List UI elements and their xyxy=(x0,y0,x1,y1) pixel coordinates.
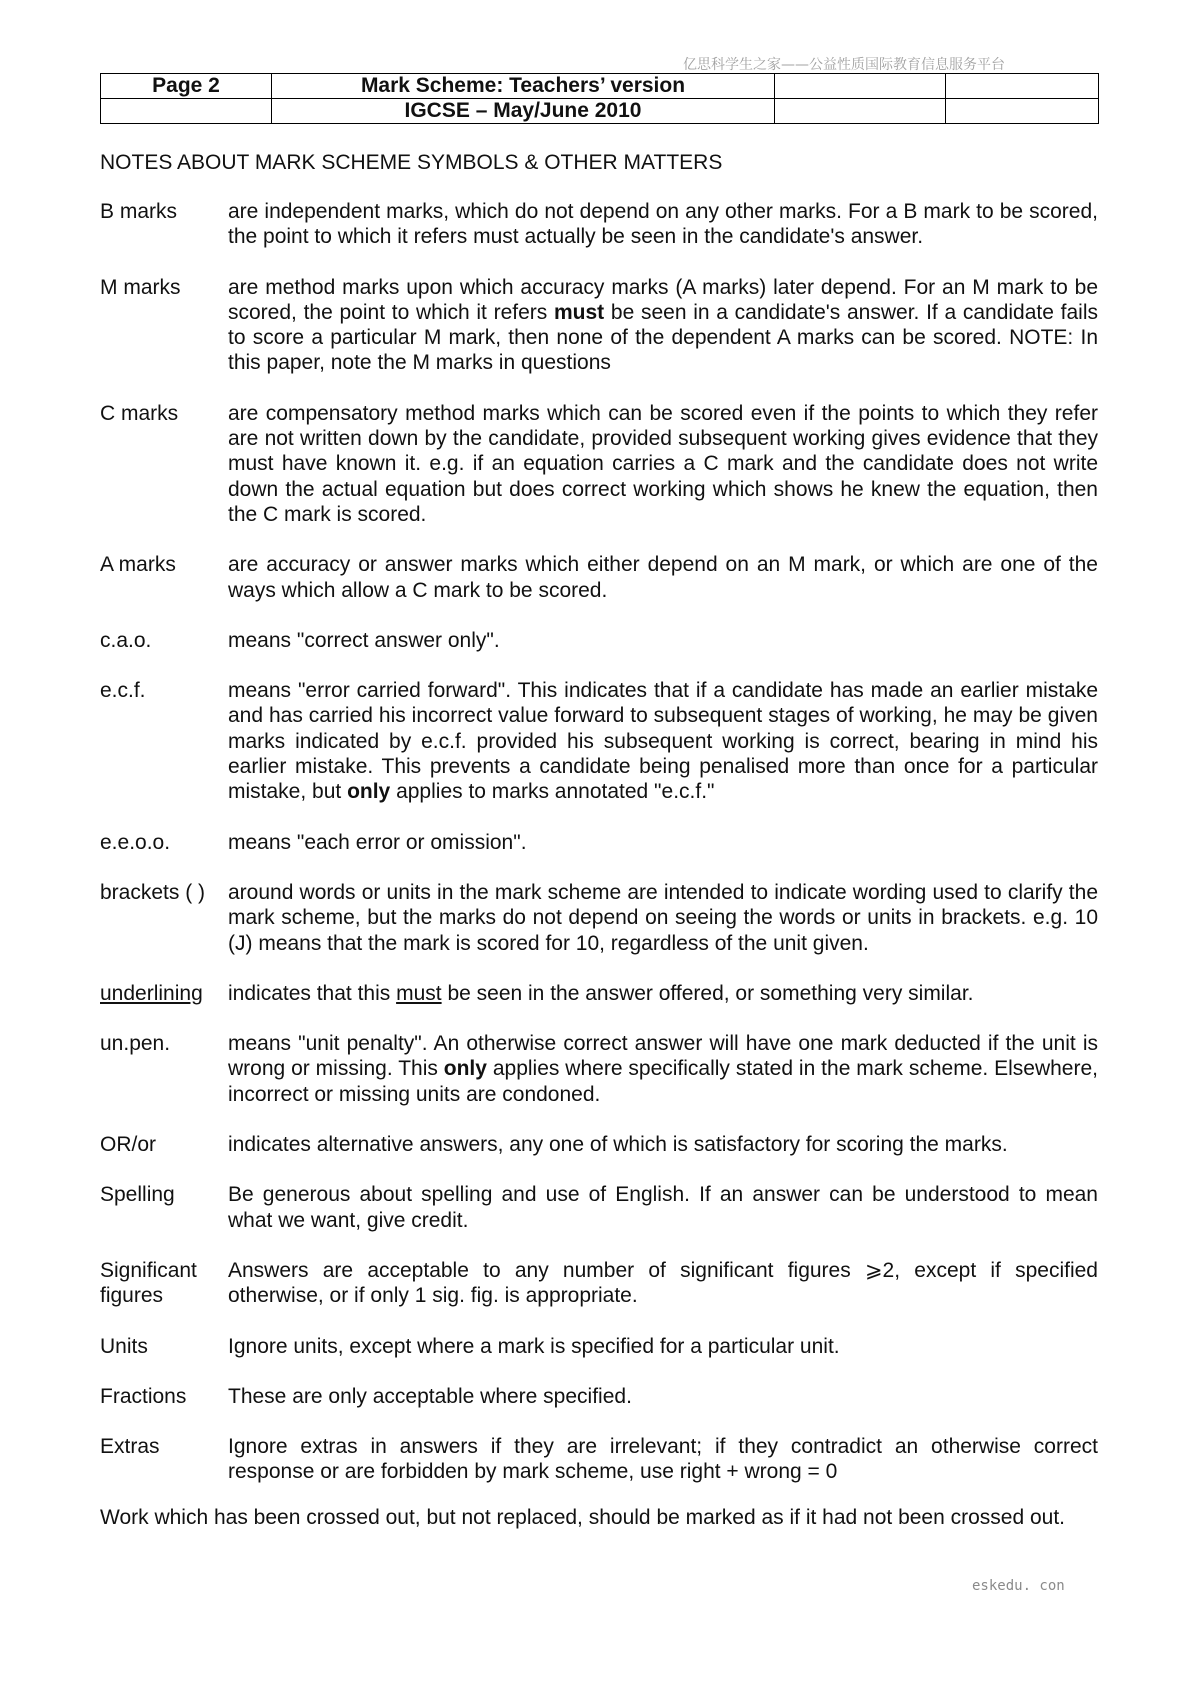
notes-list xyxy=(100,199,1098,1510)
note-underlining xyxy=(100,981,1098,1006)
note-term: A marks xyxy=(100,553,176,577)
note-description: Ignore extras in answers if they are irrelevant; if they contradict an otherwise correct response or are forbidden by mark scheme, use right + wrong = 0 xyxy=(228,1435,1098,1484)
note-fractions xyxy=(100,1384,1098,1409)
header-empty-cell xyxy=(946,99,1099,124)
note-unpen xyxy=(100,1031,1098,1107)
note-extras xyxy=(100,1434,1098,1485)
document-title: Mark Scheme: Teachers’ version xyxy=(272,74,775,99)
note-eeoo xyxy=(100,830,1098,855)
note-description: are compensatory method marks which can be scored even if the points to which they refer are not written down by the candidate, provided subsequent working gives evidence that they must have known it. e.g. if an equation carries a C mark and the candidate does not write down the actual equation but does correct working which shows he knew the equation, then the C mark is scored. xyxy=(228,401,1098,526)
watermark-bottom: eskedu. con xyxy=(972,1578,1065,1594)
page-label: Page 2 xyxy=(101,74,272,99)
note-spelling xyxy=(100,1182,1098,1233)
note-c-marks xyxy=(100,401,1098,527)
watermark-top: 亿思科学生之家——公益性质国际教育信息服务平台 xyxy=(683,57,1005,73)
note-ecf xyxy=(100,678,1098,804)
note-units xyxy=(100,1334,1098,1359)
note-term: Extras xyxy=(100,1435,160,1459)
note-or xyxy=(100,1132,1098,1157)
header-empty-cell xyxy=(946,74,1099,99)
header-table xyxy=(100,73,1099,124)
closing-note: Work which has been crossed out, but not replaced, should be marked as if it had not been crossed out. xyxy=(100,1506,1066,1529)
note-term: B marks xyxy=(100,200,178,223)
note-term: Significant figures xyxy=(100,1258,197,1308)
note-description: are method marks upon which accuracy marks (A marks) later depend. For an M mark to be scored, the point to which it refers must be seen in a candidate's answer. If a candidate fails to score a particular M mark, then none of the dependent A marks can be scored. NOTE: In this paper, note the M marks in questions xyxy=(228,275,1098,375)
note-term: Units xyxy=(100,1334,148,1358)
note-description: Answers are acceptable to any number of significant figures ⩾2, except if specified otherwise, or if only 1 sig. fig. is appropriate. xyxy=(228,1258,1098,1308)
exam-session: IGCSE – May/June 2010 xyxy=(272,99,775,124)
note-significant-figures xyxy=(100,1258,1098,1309)
note-term: Spelling xyxy=(100,1183,175,1207)
note-m-marks xyxy=(100,275,1098,376)
note-b-marks xyxy=(100,199,1098,250)
note-description: are independent marks, which do not depend on any other marks. For a B mark to be scored, the point to which it refers must actually be seen in the candidate's answer. xyxy=(228,200,1098,249)
note-brackets xyxy=(100,880,1098,956)
note-description: indicates that this must be seen in the answer offered, or something very similar. xyxy=(228,981,974,1005)
note-description: means "unit penalty". An otherwise correct answer will have one mark deducted if the unit is wrong or missing. This only applies where specifically stated in the mark scheme. Elsewhere, incorrect or missing units are condoned. xyxy=(228,1032,1098,1106)
header-empty-cell xyxy=(101,99,272,124)
note-description: Ignore units, except where a mark is specified for a particular unit. xyxy=(228,1334,840,1358)
header-empty-cell xyxy=(775,99,946,124)
note-cao xyxy=(100,628,1098,653)
note-description: means "correct answer only". xyxy=(228,628,500,652)
note-term: e.e.o.o. xyxy=(100,830,171,854)
note-term: Fractions xyxy=(100,1384,187,1408)
note-description: indicates alternative answers, any one of which is satisfactory for scoring the marks. xyxy=(228,1133,1008,1157)
note-description: These are only acceptable where specified. xyxy=(228,1384,632,1408)
note-description: around words or units in the mark scheme are intended to indicate wording used to clarify the mark scheme, but the marks do not depend on seeing the words or units in brackets. e.g. 10 (J) means that the mark is scored for 10, regardless of the unit given. xyxy=(228,880,1098,955)
note-term: C marks xyxy=(100,401,179,425)
note-term: un.pen. xyxy=(100,1032,171,1056)
note-description: means "each error or omission". xyxy=(228,830,527,854)
note-a-marks xyxy=(100,552,1098,603)
note-term: brackets ( ) xyxy=(100,880,206,904)
note-description: means "error carried forward". This indicates that if a candidate has made an earlier mistake and has carried his incorrect value forward to subsequent stages of working, he may be given marks indicated by e.c.f. provided his subsequent working is correct, bearing in mind his earlier mistake. This prevents a candidate being penalised more than once for a particular mistake, but only applies to marks annotated "e.c.f." xyxy=(228,679,1098,804)
note-description: Be generous about spelling and use of English. If an answer can be understood to mean what we want, give credit. xyxy=(228,1183,1098,1232)
note-term: e.c.f. xyxy=(100,679,146,703)
note-term: M marks xyxy=(100,275,181,299)
notes-heading: NOTES ABOUT MARK SCHEME SYMBOLS & OTHER MATTERS xyxy=(100,151,723,174)
note-term: c.a.o. xyxy=(100,628,152,652)
note-description: are accuracy or answer marks which either depend on an M mark, or which are one of the ways which allow a C mark to be scored. xyxy=(228,553,1098,602)
note-term: underlining xyxy=(100,981,203,1005)
header-empty-cell xyxy=(775,74,946,99)
note-term: OR/or xyxy=(100,1133,157,1157)
